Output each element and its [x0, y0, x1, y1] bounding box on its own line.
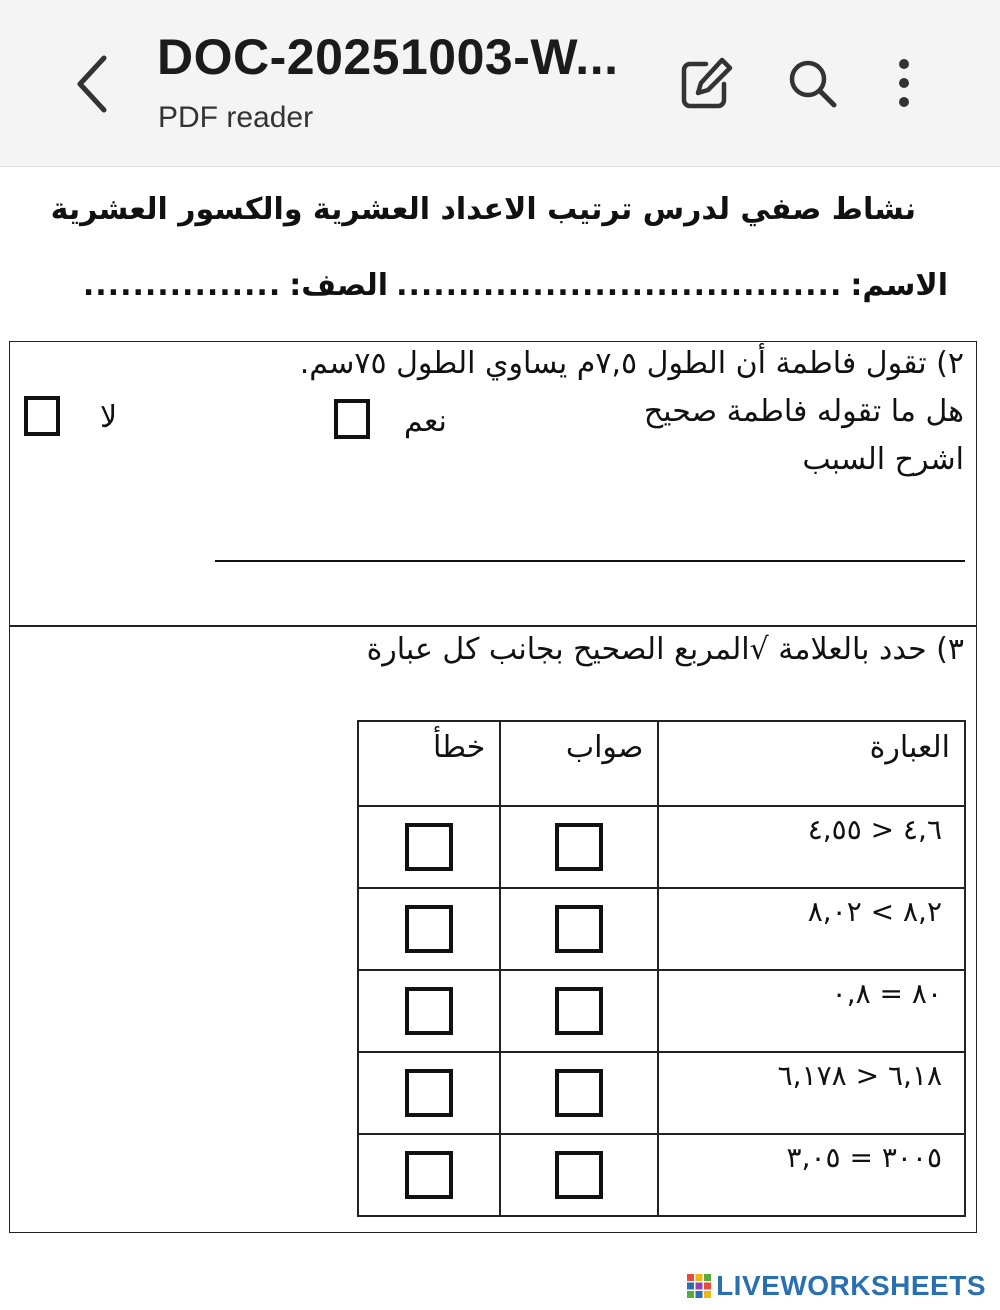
q2-answer-line[interactable]: [215, 560, 965, 562]
header-correct: صواب: [500, 721, 658, 806]
app-bar: [0, 0, 1000, 167]
q2-line1: ٢) تقول فاطمة أن الطول ٧,٥م يساوي الطول ٧٥سم.: [299, 346, 964, 381]
statement-cell: ٤,٦ < ٤,٥٥: [658, 806, 965, 888]
wrong-checkbox[interactable]: [405, 905, 453, 953]
correct-cell: [500, 806, 658, 888]
correct-cell: [500, 888, 658, 970]
document-title: DOC-20251003-W...: [157, 29, 619, 85]
correct-checkbox[interactable]: [555, 1151, 603, 1199]
table-row: [358, 970, 965, 1052]
wrong-cell: [358, 1052, 500, 1134]
statement-cell: ٨,٢ > ٨,٠٢: [658, 888, 965, 970]
liveworksheets-logo: [686, 1270, 986, 1302]
correct-checkbox[interactable]: [555, 823, 603, 871]
table-row: [358, 806, 965, 888]
statement-cell: ٦,١٨ < ٦,١٧٨: [658, 1052, 965, 1134]
name-class-line: [52, 268, 948, 303]
table-row: [358, 1052, 965, 1134]
wrong-checkbox[interactable]: [405, 1151, 453, 1199]
q2-line3: اشرح السبب: [802, 442, 964, 477]
wrong-checkbox[interactable]: [405, 823, 453, 871]
q2-line2: هل ما تقوله فاطمة صحيح: [643, 394, 964, 429]
question-2-box: [9, 341, 977, 627]
statement-cell: ٨٠ = ٠,٨: [658, 970, 965, 1052]
name-field[interactable]: ....................................: [396, 268, 843, 303]
table-row: [358, 1134, 965, 1216]
search-icon[interactable]: [782, 52, 842, 114]
q3-instruction: ٣) حدد بالعلامة √المربع الصحيح بجانب كل عبارة: [366, 632, 964, 667]
correct-checkbox[interactable]: [555, 1069, 603, 1117]
name-label: الاسم:: [850, 268, 948, 303]
worksheet-title: نشاط صفي لدرس ترتيب الاعداد العشرية والكسور العشرية: [50, 192, 916, 227]
wrong-cell: [358, 888, 500, 970]
back-arrow-icon[interactable]: [62, 48, 126, 120]
statements-table: [357, 720, 966, 1217]
class-field[interactable]: ................: [82, 268, 282, 303]
header-wrong: خطأ: [358, 721, 500, 806]
correct-checkbox[interactable]: [555, 987, 603, 1035]
wrong-checkbox[interactable]: [405, 987, 453, 1035]
class-label: الصف:: [289, 268, 389, 303]
q2-no-checkbox[interactable]: [24, 396, 60, 436]
q2-yes-label: نعم: [404, 404, 447, 439]
brand-name: LIVEWORKSHEETS: [716, 1270, 986, 1301]
liveworksheets-logo-icon: [686, 1273, 712, 1299]
app-subtitle: PDF reader: [158, 101, 314, 134]
wrong-cell: [358, 1134, 500, 1216]
edit-icon[interactable]: [676, 52, 736, 114]
table-header-row: [358, 721, 965, 806]
header-statement: العبارة: [658, 721, 965, 806]
wrong-cell: [358, 806, 500, 888]
correct-checkbox[interactable]: [555, 905, 603, 953]
more-vertical-icon[interactable]: [876, 52, 932, 114]
wrong-cell: [358, 970, 500, 1052]
table-row: [358, 888, 965, 970]
statement-cell: ٣٠٠٥ = ٣,٠٥: [658, 1134, 965, 1216]
correct-cell: [500, 970, 658, 1052]
q2-yes-checkbox[interactable]: [334, 399, 370, 439]
wrong-checkbox[interactable]: [405, 1069, 453, 1117]
correct-cell: [500, 1134, 658, 1216]
correct-cell: [500, 1052, 658, 1134]
q2-no-label: لا: [100, 400, 118, 435]
